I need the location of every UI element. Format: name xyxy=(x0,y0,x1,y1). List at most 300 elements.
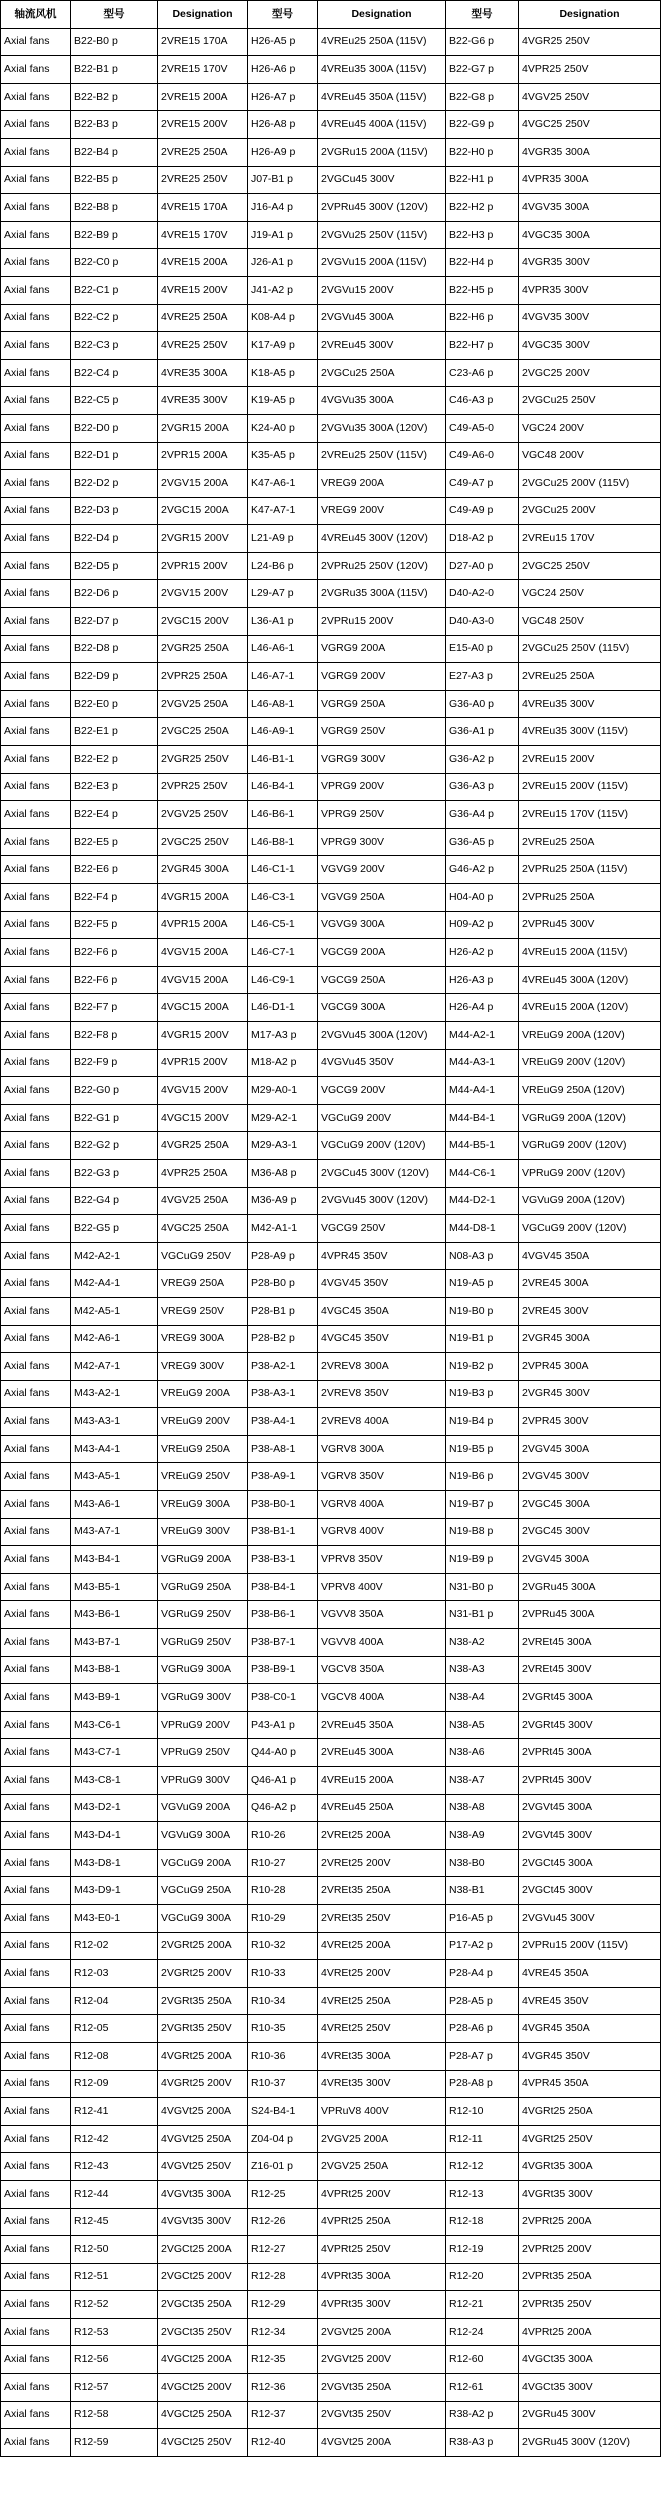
model-cell: N19-B5 p xyxy=(446,1435,519,1463)
model-cell: N38-B0 xyxy=(446,1849,519,1877)
model-cell: B22-C1 p xyxy=(71,276,158,304)
model-cell: M36-A9 p xyxy=(248,1187,318,1215)
model-cell: K47-A7-1 xyxy=(248,497,318,525)
designation-cell: 2VPR25 250V xyxy=(158,773,248,801)
designation-cell: VGRuG9 200A (120V) xyxy=(519,1104,661,1132)
designation-cell: 4VGC35 300V xyxy=(519,332,661,360)
designation-cell: VGC24 200V xyxy=(519,414,661,442)
designation-cell: 2VGRu15 200A (115V) xyxy=(318,138,446,166)
model-cell: N38-A4 xyxy=(446,1684,519,1712)
model-cell: L24-B6 p xyxy=(248,552,318,580)
table-row xyxy=(1,1435,661,1463)
model-cell: L46-D1-1 xyxy=(248,994,318,1022)
table-row xyxy=(1,2374,661,2402)
designation-cell: 2VPRu45 300V xyxy=(519,911,661,939)
category-cell: Axial fans xyxy=(1,1794,71,1822)
designation-cell: 4VGR25 250V xyxy=(519,28,661,56)
model-cell: R12-09 xyxy=(71,2070,158,2098)
designation-cell: 4VREu35 300V (115V) xyxy=(519,718,661,746)
table-row xyxy=(1,28,661,56)
model-cell: M43-C8-1 xyxy=(71,1767,158,1795)
model-cell: B22-D6 p xyxy=(71,580,158,608)
model-cell: N38-A2 xyxy=(446,1629,519,1657)
designation-cell: VREuG9 250A xyxy=(158,1435,248,1463)
designation-cell: 4VRE15 200V xyxy=(158,276,248,304)
table-row xyxy=(1,2318,661,2346)
designation-cell: 4VREu45 300V (120V) xyxy=(318,525,446,553)
designation-cell: 4VRE45 350V xyxy=(519,1987,661,2015)
designation-cell: 2VGC45 300V xyxy=(519,1518,661,1546)
model-cell: N38-A9 xyxy=(446,1822,519,1850)
designation-cell: 4VGCt25 250A xyxy=(158,2401,248,2429)
designation-cell: 4VGV15 200A xyxy=(158,939,248,967)
category-cell: Axial fans xyxy=(1,1987,71,2015)
model-cell: R12-53 xyxy=(71,2318,158,2346)
model-cell: R12-13 xyxy=(446,2180,519,2208)
table-row xyxy=(1,884,661,912)
model-cell: D40-A2-0 xyxy=(446,580,519,608)
designation-cell: VGVG9 250A xyxy=(318,884,446,912)
model-cell: B22-B2 p xyxy=(71,83,158,111)
designation-cell: VGVuG9 200A xyxy=(158,1794,248,1822)
model-cell: R12-28 xyxy=(248,2263,318,2291)
category-cell: Axial fans xyxy=(1,1408,71,1436)
model-cell: R10-35 xyxy=(248,2015,318,2043)
model-cell: B22-E4 p xyxy=(71,801,158,829)
designation-cell: 4VGC45 350A xyxy=(318,1297,446,1325)
table-row xyxy=(1,746,661,774)
model-cell: K17-A9 p xyxy=(248,332,318,360)
model-cell: M43-B4-1 xyxy=(71,1546,158,1574)
category-cell: Axial fans xyxy=(1,2401,71,2429)
model-cell: B22-E2 p xyxy=(71,746,158,774)
table-row xyxy=(1,83,661,111)
category-cell: Axial fans xyxy=(1,1242,71,1270)
designation-cell: 2VREu15 170V (115V) xyxy=(519,801,661,829)
model-cell: C23-A6 p xyxy=(446,359,519,387)
designation-cell: VGCV8 350A xyxy=(318,1656,446,1684)
model-cell: J19-A1 p xyxy=(248,221,318,249)
designation-cell: VREG9 300V xyxy=(158,1353,248,1381)
model-cell: B22-G5 p xyxy=(71,1215,158,1243)
designation-cell: 2VREu15 170V xyxy=(519,525,661,553)
model-cell: R12-43 xyxy=(71,2153,158,2181)
designation-cell: 4VGC35 300A xyxy=(519,221,661,249)
model-cell: N19-B8 p xyxy=(446,1518,519,1546)
designation-cell: 4VREu25 250A (115V) xyxy=(318,28,446,56)
designation-cell: VREuG9 200V (120V) xyxy=(519,1049,661,1077)
designation-cell: 4VREt25 200A xyxy=(318,1932,446,1960)
designation-cell: 2VREu25 250V (115V) xyxy=(318,442,446,470)
designation-cell: 2VPRu45 300V (120V) xyxy=(318,194,446,222)
model-cell: R12-57 xyxy=(71,2374,158,2402)
designation-cell: 2VGC25 200V xyxy=(519,359,661,387)
model-cell: N38-B1 xyxy=(446,1877,519,1905)
category-cell: Axial fans xyxy=(1,1325,71,1353)
designation-cell: 2VRE15 170A xyxy=(158,28,248,56)
designation-cell: 2VGCu25 200V (115V) xyxy=(519,470,661,498)
designation-cell: 2VPR45 300A xyxy=(519,1353,661,1381)
model-cell: P38-C0-1 xyxy=(248,1684,318,1712)
model-cell: B22-G7 p xyxy=(446,56,519,84)
designation-cell: 4VRE15 170V xyxy=(158,221,248,249)
model-cell: M43-E0-1 xyxy=(71,1904,158,1932)
designation-cell: 2VPR15 200V xyxy=(158,552,248,580)
designation-cell: 2VGV45 300A xyxy=(519,1435,661,1463)
model-cell: M18-A2 p xyxy=(248,1049,318,1077)
model-cell: R12-50 xyxy=(71,2236,158,2264)
model-cell: J07-B1 p xyxy=(248,166,318,194)
model-cell: R10-26 xyxy=(248,1822,318,1850)
model-cell: B22-D7 p xyxy=(71,608,158,636)
designation-cell: 2VRE15 200V xyxy=(158,111,248,139)
designation-cell: 2VREV8 300A xyxy=(318,1353,446,1381)
designation-cell: 2VREu25 250A xyxy=(519,663,661,691)
category-cell: Axial fans xyxy=(1,608,71,636)
table-row xyxy=(1,1822,661,1850)
table-row xyxy=(1,663,661,691)
designation-cell: 4VREu15 200A xyxy=(318,1767,446,1795)
designation-cell: 2VGCu25 200V xyxy=(519,497,661,525)
model-cell: M44-D2-1 xyxy=(446,1187,519,1215)
table-row xyxy=(1,939,661,967)
designation-cell: VPRuG9 200V xyxy=(158,1711,248,1739)
model-cell: P38-A4-1 xyxy=(248,1408,318,1436)
model-cell: E27-A3 p xyxy=(446,663,519,691)
designation-cell: 4VPR35 300V xyxy=(519,276,661,304)
designation-cell: 2VGVt45 300V xyxy=(519,1822,661,1850)
model-cell: J16-A4 p xyxy=(248,194,318,222)
model-cell: B22-F6 p xyxy=(71,966,158,994)
designation-cell: 2VRE25 250A xyxy=(158,138,248,166)
model-cell: L46-C3-1 xyxy=(248,884,318,912)
designation-cell: 4VRE15 200A xyxy=(158,249,248,277)
designation-cell: 2VGV25 200A xyxy=(318,2125,446,2153)
model-cell: K24-A0 p xyxy=(248,414,318,442)
category-cell: Axial fans xyxy=(1,1049,71,1077)
model-cell: M29-A3-1 xyxy=(248,1132,318,1160)
model-cell: D18-A2 p xyxy=(446,525,519,553)
table-row xyxy=(1,304,661,332)
model-cell: P38-A3-1 xyxy=(248,1380,318,1408)
designation-cell: VGCG9 200V xyxy=(318,1077,446,1105)
category-cell: Axial fans xyxy=(1,1297,71,1325)
designation-cell: 2VREt25 200V xyxy=(318,1849,446,1877)
category-cell: Axial fans xyxy=(1,2318,71,2346)
model-cell: R12-45 xyxy=(71,2208,158,2236)
category-cell: Axial fans xyxy=(1,194,71,222)
model-cell: G36-A5 p xyxy=(446,828,519,856)
category-cell: Axial fans xyxy=(1,1904,71,1932)
model-cell: R12-03 xyxy=(71,1960,158,1988)
designation-cell: VREG9 300A xyxy=(158,1325,248,1353)
table-row xyxy=(1,2180,661,2208)
model-cell: B22-F7 p xyxy=(71,994,158,1022)
category-cell: Axial fans xyxy=(1,1435,71,1463)
table-row xyxy=(1,801,661,829)
category-cell: Axial fans xyxy=(1,1711,71,1739)
model-cell: B22-E1 p xyxy=(71,718,158,746)
designation-cell: 4VRE45 350A xyxy=(519,1960,661,1988)
table-row xyxy=(1,1932,661,1960)
model-cell: H26-A8 p xyxy=(248,111,318,139)
model-cell: L36-A1 p xyxy=(248,608,318,636)
designation-cell: 2VREt35 250A xyxy=(318,1877,446,1905)
table-row xyxy=(1,387,661,415)
table-row xyxy=(1,166,661,194)
designation-cell: 4VGCt35 300A xyxy=(519,2346,661,2374)
model-cell: R12-26 xyxy=(248,2208,318,2236)
designation-cell: 4VPRt35 300V xyxy=(318,2291,446,2319)
model-cell: R12-40 xyxy=(248,2429,318,2457)
designation-cell: 2VGCu25 250V (115V) xyxy=(519,635,661,663)
model-cell: R12-08 xyxy=(71,2042,158,2070)
table-row xyxy=(1,221,661,249)
designation-cell: 2VGV15 200V xyxy=(158,580,248,608)
designation-cell: VPRuG9 200V (120V) xyxy=(519,1159,661,1187)
model-cell: R12-18 xyxy=(446,2208,519,2236)
model-cell: N19-B4 p xyxy=(446,1408,519,1436)
model-cell: B22-F4 p xyxy=(71,884,158,912)
model-cell: Q46-A2 p xyxy=(248,1794,318,1822)
designation-cell: VGCuG9 200V (120V) xyxy=(519,1215,661,1243)
model-cell: B22-C4 p xyxy=(71,359,158,387)
model-cell: B22-H2 p xyxy=(446,194,519,222)
model-cell: R12-37 xyxy=(248,2401,318,2429)
model-cell: P16-A5 p xyxy=(446,1904,519,1932)
designation-cell: VGRuG9 300A xyxy=(158,1656,248,1684)
designation-cell: VGVG9 200V xyxy=(318,856,446,884)
category-cell: Axial fans xyxy=(1,138,71,166)
designation-cell: 4VGV45 350A xyxy=(519,1242,661,1270)
header-model: 型号 xyxy=(248,1,318,29)
category-cell: Axial fans xyxy=(1,2346,71,2374)
model-cell: B22-G6 p xyxy=(446,28,519,56)
model-cell: P28-B2 p xyxy=(248,1325,318,1353)
model-cell: B22-C5 p xyxy=(71,387,158,415)
designation-cell: 2VREV8 400A xyxy=(318,1408,446,1436)
model-cell: Q44-A0 p xyxy=(248,1739,318,1767)
designation-cell: 4VPRt25 200A xyxy=(519,2318,661,2346)
model-cell: M43-A2-1 xyxy=(71,1380,158,1408)
model-cell: N19-B1 p xyxy=(446,1325,519,1353)
model-cell: P28-A6 p xyxy=(446,2015,519,2043)
model-cell: P38-B7-1 xyxy=(248,1629,318,1657)
designation-cell: 4VGC25 250V xyxy=(519,111,661,139)
model-cell: H26-A2 p xyxy=(446,939,519,967)
category-cell: Axial fans xyxy=(1,966,71,994)
model-cell: M43-A6-1 xyxy=(71,1491,158,1519)
category-cell: Axial fans xyxy=(1,2429,71,2457)
category-cell: Axial fans xyxy=(1,718,71,746)
category-cell: Axial fans xyxy=(1,1546,71,1574)
model-cell: J26-A1 p xyxy=(248,249,318,277)
model-cell: M43-B8-1 xyxy=(71,1656,158,1684)
designation-cell: 2VPR25 250A xyxy=(158,663,248,691)
designation-cell: 2VGCt45 300V xyxy=(519,1877,661,1905)
category-cell: Axial fans xyxy=(1,276,71,304)
category-cell: Axial fans xyxy=(1,635,71,663)
category-cell: Axial fans xyxy=(1,580,71,608)
table-row xyxy=(1,1684,661,1712)
designation-cell: VGRuG9 200A xyxy=(158,1546,248,1574)
designation-cell: VREuG9 200A xyxy=(158,1380,248,1408)
designation-cell: VGVV8 400A xyxy=(318,1629,446,1657)
model-cell: R12-25 xyxy=(248,2180,318,2208)
table-row xyxy=(1,1601,661,1629)
table-row xyxy=(1,2125,661,2153)
category-cell: Axial fans xyxy=(1,746,71,774)
model-cell: M42-A6-1 xyxy=(71,1325,158,1353)
designation-cell: 4VGVu35 300A xyxy=(318,387,446,415)
designation-cell: 2VGVu45 300A (120V) xyxy=(318,1021,446,1049)
designation-cell: 2VPRt25 200A xyxy=(519,2208,661,2236)
model-cell: B22-G1 p xyxy=(71,1104,158,1132)
model-cell: M43-D9-1 xyxy=(71,1877,158,1905)
table-row xyxy=(1,690,661,718)
model-cell: M17-A3 p xyxy=(248,1021,318,1049)
designation-cell: VPRV8 400V xyxy=(318,1573,446,1601)
model-cell: B22-D3 p xyxy=(71,497,158,525)
model-cell: P38-B4-1 xyxy=(248,1573,318,1601)
designation-cell: 2VREu45 300V xyxy=(318,332,446,360)
model-cell: R12-56 xyxy=(71,2346,158,2374)
model-cell: R12-60 xyxy=(446,2346,519,2374)
designation-cell: 2VGC45 300A xyxy=(519,1491,661,1519)
designation-cell: 2VPRt25 200V xyxy=(519,2236,661,2264)
category-cell: Axial fans xyxy=(1,1463,71,1491)
table-row xyxy=(1,1132,661,1160)
model-cell: K47-A6-1 xyxy=(248,470,318,498)
category-cell: Axial fans xyxy=(1,2208,71,2236)
category-cell: Axial fans xyxy=(1,2291,71,2319)
model-cell: N19-B9 p xyxy=(446,1546,519,1574)
model-cell: R12-44 xyxy=(71,2180,158,2208)
category-cell: Axial fans xyxy=(1,1629,71,1657)
designation-cell: VGRG9 200V xyxy=(318,663,446,691)
category-cell: Axial fans xyxy=(1,2070,71,2098)
model-cell: B22-D9 p xyxy=(71,663,158,691)
model-cell: R12-02 xyxy=(71,1932,158,1960)
model-cell: B22-H0 p xyxy=(446,138,519,166)
category-cell: Axial fans xyxy=(1,2153,71,2181)
designation-cell: VGVuG9 300A xyxy=(158,1822,248,1850)
table-row xyxy=(1,1629,661,1657)
designation-cell: VGRG9 250V xyxy=(318,718,446,746)
model-cell: P28-A9 p xyxy=(248,1242,318,1270)
designation-cell: VREuG9 250A (120V) xyxy=(519,1077,661,1105)
model-cell: M43-C7-1 xyxy=(71,1739,158,1767)
designation-cell: 4VPRt25 250V xyxy=(318,2236,446,2264)
model-cell: B22-D1 p xyxy=(71,442,158,470)
table-row xyxy=(1,276,661,304)
designation-cell: 4VGC15 200A xyxy=(158,994,248,1022)
table-row xyxy=(1,442,661,470)
category-cell: Axial fans xyxy=(1,552,71,580)
designation-cell: 4VGR35 300V xyxy=(519,249,661,277)
designation-cell: 2VREt45 300A xyxy=(519,1629,661,1657)
category-cell: Axial fans xyxy=(1,911,71,939)
designation-cell: 2VRE15 170V xyxy=(158,56,248,84)
model-cell: D40-A3-0 xyxy=(446,608,519,636)
model-cell: R12-24 xyxy=(446,2318,519,2346)
designation-cell: 2VGRt25 200A xyxy=(158,1932,248,1960)
designation-cell: 4VRE15 170A xyxy=(158,194,248,222)
model-cell: P28-A5 p xyxy=(446,1987,519,2015)
designation-cell: 4VREt25 200V xyxy=(318,1960,446,1988)
model-cell: L46-C5-1 xyxy=(248,911,318,939)
designation-cell: VGC48 250V xyxy=(519,608,661,636)
designation-cell: 4VGR45 350V xyxy=(519,2042,661,2070)
model-cell: R12-51 xyxy=(71,2263,158,2291)
designation-cell: 2VGRt45 300V xyxy=(519,1711,661,1739)
designation-cell: 4VRE35 300V xyxy=(158,387,248,415)
model-cell: M36-A8 p xyxy=(248,1159,318,1187)
model-cell: M42-A1-1 xyxy=(248,1215,318,1243)
table-row xyxy=(1,1297,661,1325)
designation-cell: 2VGRt45 300A xyxy=(519,1684,661,1712)
table-row xyxy=(1,911,661,939)
table-row xyxy=(1,2098,661,2126)
designation-cell: 4VREu35 300A (115V) xyxy=(318,56,446,84)
designation-cell: 4VGR15 200A xyxy=(158,884,248,912)
designation-cell: 4VREt35 300V xyxy=(318,2070,446,2098)
model-cell: K35-A5 p xyxy=(248,442,318,470)
model-cell: C49-A6-0 xyxy=(446,442,519,470)
table-row xyxy=(1,56,661,84)
table-row xyxy=(1,1960,661,1988)
category-cell: Axial fans xyxy=(1,414,71,442)
designation-cell: 4VGV35 300A xyxy=(519,194,661,222)
designation-cell: 2VGRt35 250A xyxy=(158,1987,248,2015)
header-designation: Designation xyxy=(519,1,661,29)
category-cell: Axial fans xyxy=(1,2180,71,2208)
designation-cell: 2VPRu25 250A xyxy=(519,884,661,912)
designation-cell: 2VGR25 250A xyxy=(158,635,248,663)
model-cell: R12-27 xyxy=(248,2236,318,2264)
table-row xyxy=(1,332,661,360)
model-cell: R12-36 xyxy=(248,2374,318,2402)
model-cell: R12-10 xyxy=(446,2098,519,2126)
category-cell: Axial fans xyxy=(1,387,71,415)
model-cell: M29-A0-1 xyxy=(248,1077,318,1105)
designation-cell: VGRuG9 250A xyxy=(158,1573,248,1601)
model-cell: L46-C7-1 xyxy=(248,939,318,967)
designation-cell: VREuG9 250V xyxy=(158,1463,248,1491)
designation-cell: 4VGCt25 250V xyxy=(158,2429,248,2457)
model-cell: L46-A6-1 xyxy=(248,635,318,663)
designation-cell: 2VGR15 200V xyxy=(158,525,248,553)
model-cell: B22-D2 p xyxy=(71,470,158,498)
model-cell: D27-A0 p xyxy=(446,552,519,580)
header-category: 轴流风机 xyxy=(1,1,71,29)
model-cell: E15-A0 p xyxy=(446,635,519,663)
header-designation: Designation xyxy=(318,1,446,29)
designation-cell: 2VGRt25 200V xyxy=(158,1960,248,1988)
model-cell: R10-37 xyxy=(248,2070,318,2098)
model-cell: R12-59 xyxy=(71,2429,158,2457)
model-cell: B22-E3 p xyxy=(71,773,158,801)
category-cell: Axial fans xyxy=(1,497,71,525)
designation-cell: 4VPR45 350V xyxy=(318,1242,446,1270)
model-cell: K18-A5 p xyxy=(248,359,318,387)
table-row xyxy=(1,1021,661,1049)
designation-cell: 2VPRu25 250A (115V) xyxy=(519,856,661,884)
designation-cell: 4VGCt25 200A xyxy=(158,2346,248,2374)
model-cell: H04-A0 p xyxy=(446,884,519,912)
designation-cell: 2VGRu45 300A xyxy=(519,1573,661,1601)
model-cell: M44-A2-1 xyxy=(446,1021,519,1049)
